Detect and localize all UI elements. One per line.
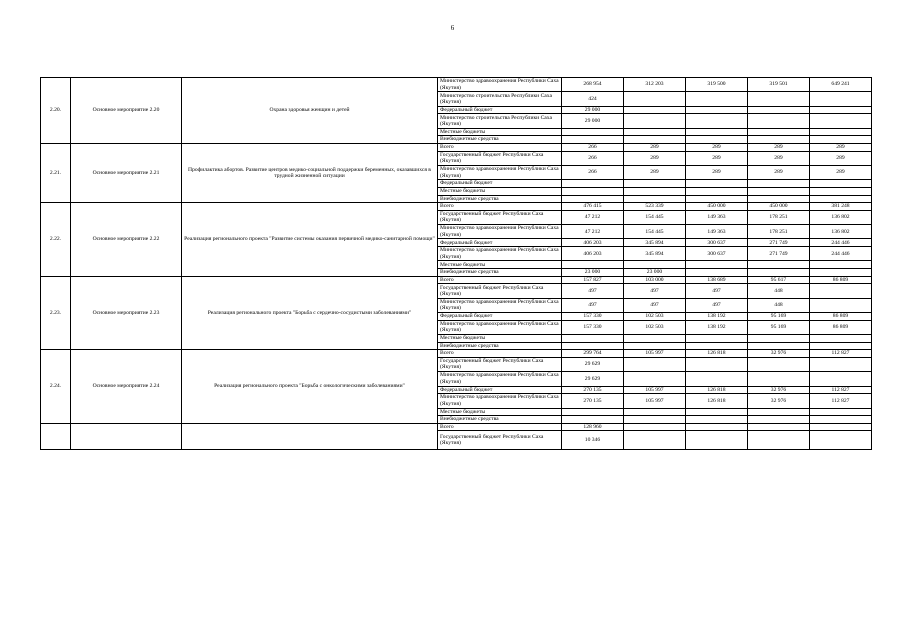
page-number: 6 [450, 24, 455, 32]
funding-value [562, 342, 624, 350]
funding-value: 649 241 [810, 78, 872, 92]
funding-value: 450 000 [686, 203, 748, 211]
measure-name [71, 423, 182, 450]
measure-description: Охрана здоровья женщин и детей [182, 78, 438, 144]
table-row [41, 350, 872, 358]
funding-value [748, 269, 810, 277]
funding-value: 47 212 [562, 225, 624, 239]
funding-value: 95 169 [748, 313, 810, 321]
funding-value [624, 357, 686, 371]
funding-value: 300 637 [686, 247, 748, 261]
funding-value [748, 106, 810, 114]
funding-value: 105 997 [624, 394, 686, 408]
funding-value [748, 416, 810, 424]
funding-value [810, 357, 872, 371]
funding-value [686, 261, 748, 269]
funding-value: 266 [562, 165, 624, 179]
funding-source: Министерство здравоохранения Республики Саха (Якутия) [438, 394, 562, 408]
funding-value: 271 749 [748, 239, 810, 247]
funding-value: 319 500 [686, 78, 748, 92]
row-number: 2.22. [41, 203, 71, 277]
funding-value [686, 195, 748, 203]
funding-value [624, 416, 686, 424]
funding-value: 299 764 [562, 350, 624, 358]
funding-value: 271 749 [748, 247, 810, 261]
funding-value: 157 330 [562, 320, 624, 334]
funding-source: Местные бюджеты [438, 408, 562, 416]
funding-value [748, 372, 810, 386]
funding-value: 154 445 [624, 225, 686, 239]
funding-value: 448 [748, 284, 810, 298]
funding-value: 319 501 [748, 78, 810, 92]
funding-value [810, 335, 872, 343]
funding-source: Федеральный бюджет [438, 106, 562, 114]
funding-value [748, 261, 810, 269]
funding-value [810, 342, 872, 350]
funding-source: Государственный бюджет Республики Саха (Якутия) [438, 210, 562, 224]
funding-value [562, 128, 624, 136]
funding-value: 105 997 [624, 386, 686, 394]
funding-source: Всего [438, 276, 562, 284]
funding-value: 102 503 [624, 320, 686, 334]
funding-source: Местные бюджеты [438, 128, 562, 136]
funding-value [686, 408, 748, 416]
funding-value: 289 [810, 151, 872, 165]
funding-value [624, 187, 686, 195]
row-number: 2.20. [41, 78, 71, 144]
funding-value [686, 431, 748, 450]
funding-value [810, 187, 872, 195]
measure-name: Основное мероприятие 2.21 [71, 143, 182, 202]
funding-value: 244 446 [810, 239, 872, 247]
funding-value: 450 000 [748, 203, 810, 211]
funding-value [624, 128, 686, 136]
row-number: 2.21. [41, 143, 71, 202]
funding-value: 424 [562, 92, 624, 106]
funding-value [686, 106, 748, 114]
funding-value: 149 363 [686, 225, 748, 239]
funding-value [624, 408, 686, 416]
funding-value [810, 269, 872, 277]
funding-value: 497 [686, 298, 748, 312]
measure-name: Основное мероприятие 2.20 [71, 78, 182, 144]
funding-value: 289 [748, 165, 810, 179]
funding-source: Министерство здравоохранения Республики Саха (Якутия) [438, 372, 562, 386]
funding-value: 289 [748, 151, 810, 165]
funding-value: 138 192 [686, 320, 748, 334]
funding-source: Государственный бюджет Республики Саха (Якутия) [438, 151, 562, 165]
funding-value: 126 818 [686, 350, 748, 358]
funding-value: 95 617 [748, 276, 810, 284]
funding-value: 32 976 [748, 394, 810, 408]
funding-value [748, 195, 810, 203]
measure-description [182, 423, 438, 450]
funding-value: 312 203 [624, 78, 686, 92]
funding-value: 126 818 [686, 386, 748, 394]
funding-value: 178 251 [748, 225, 810, 239]
funding-value [686, 416, 748, 424]
funding-value [624, 180, 686, 188]
funding-value [624, 342, 686, 350]
funding-value: 29 000 [562, 114, 624, 128]
funding-value: 136 802 [810, 225, 872, 239]
funding-value [810, 408, 872, 416]
funding-value: 406 203 [562, 239, 624, 247]
funding-value: 157 827 [562, 276, 624, 284]
funding-source: Всего [438, 203, 562, 211]
funding-value: 149 363 [686, 210, 748, 224]
funding-value [810, 372, 872, 386]
funding-value [686, 128, 748, 136]
funding-value [686, 269, 748, 277]
funding-value [686, 342, 748, 350]
funding-value [686, 180, 748, 188]
funding-value: 32 976 [748, 386, 810, 394]
funding-value [624, 195, 686, 203]
funding-value [810, 106, 872, 114]
funding-value: 289 [686, 151, 748, 165]
funding-value [624, 423, 686, 431]
funding-value [748, 335, 810, 343]
funding-value: 381 248 [810, 203, 872, 211]
measure-name: Основное мероприятие 2.22 [71, 203, 182, 277]
funding-value: 289 [748, 143, 810, 151]
funding-value: 244 446 [810, 247, 872, 261]
funding-value: 178 251 [748, 210, 810, 224]
funding-value [810, 423, 872, 431]
table-row [41, 78, 872, 92]
funding-value: 289 [686, 143, 748, 151]
funding-value: 270 135 [562, 394, 624, 408]
funding-value: 47 212 [562, 210, 624, 224]
funding-value [748, 431, 810, 450]
funding-value [810, 284, 872, 298]
funding-value [748, 357, 810, 371]
funding-source: Внебюджетные средства [438, 136, 562, 144]
funding-source: Местные бюджеты [438, 335, 562, 343]
funding-value: 32 976 [748, 350, 810, 358]
funding-value: 126 818 [686, 394, 748, 408]
funding-source: Министерство здравоохранения Республики Саха (Якутия) [438, 225, 562, 239]
funding-value [810, 92, 872, 106]
funding-value [686, 335, 748, 343]
funding-value: 289 [624, 165, 686, 179]
funding-value [686, 423, 748, 431]
funding-value: 289 [810, 143, 872, 151]
table-row [41, 276, 872, 284]
funding-value: 268 954 [562, 78, 624, 92]
funding-value [810, 195, 872, 203]
measure-description: Профилактика абортов. Развитие центров медико-социальной поддержки беременных, оказавшихся в трудной жизненной ситуации [182, 143, 438, 202]
funding-source: Государственный бюджет Республики Саха (Якутия) [438, 431, 562, 450]
funding-value: 266 [562, 143, 624, 151]
funding-value: 112 827 [810, 386, 872, 394]
funding-value: 138 192 [686, 313, 748, 321]
funding-value: 406 203 [562, 247, 624, 261]
measure-name: Основное мероприятие 2.24 [71, 350, 182, 424]
funding-value: 345 894 [624, 247, 686, 261]
funding-source: Федеральный бюджет [438, 239, 562, 247]
funding-value: 103 000 [624, 276, 686, 284]
funding-value [624, 136, 686, 144]
funding-value [624, 372, 686, 386]
funding-value: 10 346 [562, 431, 624, 450]
funding-value: 289 [624, 143, 686, 151]
funding-value: 300 637 [686, 239, 748, 247]
funding-value [624, 431, 686, 450]
funding-value [748, 114, 810, 128]
funding-source: Государственный бюджет Республики Саха (Якутия) [438, 284, 562, 298]
funding-value: 136 802 [810, 210, 872, 224]
funding-value [686, 372, 748, 386]
funding-value [624, 261, 686, 269]
measure-description: Реализация регионального проекта "Борьба с сердечно-сосудистыми заболеваниями" [182, 276, 438, 350]
funding-source: Министерство здравоохранения Республики Саха (Якутия) [438, 165, 562, 179]
funding-source: Внебюджетные средства [438, 416, 562, 424]
funding-value [810, 180, 872, 188]
funding-value: 86 809 [810, 313, 872, 321]
funding-value: 289 [686, 165, 748, 179]
funding-value: 105 997 [624, 350, 686, 358]
funding-value: 29 629 [562, 372, 624, 386]
funding-value: 112 827 [810, 394, 872, 408]
funding-source: Министерство здравоохранения Республики Саха (Якутия) [438, 298, 562, 312]
funding-value: 157 330 [562, 313, 624, 321]
funding-value: 448 [748, 298, 810, 312]
funding-source: Министерство здравоохранения Республики Саха (Якутия) [438, 78, 562, 92]
funding-value: 497 [624, 298, 686, 312]
funding-value: 266 [562, 151, 624, 165]
funding-source: Федеральный бюджет [438, 180, 562, 188]
measure-description: Реализация регионального проекта "Развитие системы оказания первичной медико-санитарной помощи" [182, 203, 438, 277]
funding-value: 289 [810, 165, 872, 179]
funding-value [748, 342, 810, 350]
funding-source: Министерство строительства Республики Саха (Якутия) [438, 114, 562, 128]
funding-value [562, 408, 624, 416]
funding-value: 86 809 [810, 320, 872, 334]
funding-value: 154 445 [624, 210, 686, 224]
measure-description: Реализация регионального проекта "Борьба с онкологическими заболеваниями" [182, 350, 438, 424]
table-row [41, 203, 872, 211]
funding-source: Внебюджетные средства [438, 195, 562, 203]
funding-source: Министерство здравоохранения Республики Саха (Якутия) [438, 247, 562, 261]
funding-value [562, 195, 624, 203]
funding-value: 112 827 [810, 350, 872, 358]
funding-source: Местные бюджеты [438, 187, 562, 195]
funding-source: Всего [438, 143, 562, 151]
funding-value [810, 298, 872, 312]
funding-value [686, 357, 748, 371]
funding-value: 23 000 [624, 269, 686, 277]
table-row [41, 423, 872, 431]
funding-value [562, 180, 624, 188]
funding-value [810, 431, 872, 450]
funding-value: 497 [624, 284, 686, 298]
funding-value: 23 000 [562, 269, 624, 277]
funding-value: 497 [562, 298, 624, 312]
funding-value [748, 128, 810, 136]
measure-name: Основное мероприятие 2.23 [71, 276, 182, 350]
funding-value [562, 187, 624, 195]
funding-value [562, 335, 624, 343]
funding-source: Всего [438, 350, 562, 358]
funding-value: 345 894 [624, 239, 686, 247]
table-row [41, 143, 872, 151]
row-number: 2.23. [41, 276, 71, 350]
funding-value [624, 335, 686, 343]
funding-value: 128 960 [562, 423, 624, 431]
row-number [41, 423, 71, 450]
funding-value [810, 114, 872, 128]
table-body [41, 78, 872, 450]
funding-value: 523 339 [624, 203, 686, 211]
funding-value [748, 408, 810, 416]
funding-value: 476 415 [562, 203, 624, 211]
funding-value: 95 169 [748, 320, 810, 334]
funding-value [624, 114, 686, 128]
budget-table [40, 77, 872, 450]
funding-value [810, 128, 872, 136]
funding-value [562, 136, 624, 144]
funding-source: Министерство здравоохранения Республики Саха (Якутия) [438, 320, 562, 334]
funding-value [748, 180, 810, 188]
funding-value: 497 [686, 284, 748, 298]
funding-value [686, 187, 748, 195]
funding-value [810, 261, 872, 269]
funding-source: Министерство строительства Республики Саха (Якутия) [438, 92, 562, 106]
funding-source: Внебюджетные средства [438, 342, 562, 350]
row-number: 2.24. [41, 350, 71, 424]
funding-value [686, 92, 748, 106]
funding-source: Местные бюджеты [438, 261, 562, 269]
funding-value [624, 92, 686, 106]
funding-source: Федеральный бюджет [438, 313, 562, 321]
funding-source: Внебюджетные средства [438, 269, 562, 277]
funding-value: 497 [562, 284, 624, 298]
funding-value [810, 136, 872, 144]
funding-value: 86 809 [810, 276, 872, 284]
funding-value: 138 689 [686, 276, 748, 284]
funding-value: 29 629 [562, 357, 624, 371]
funding-value [686, 136, 748, 144]
funding-value [562, 416, 624, 424]
funding-value [748, 187, 810, 195]
funding-value [748, 92, 810, 106]
funding-value: 289 [624, 151, 686, 165]
funding-value [748, 423, 810, 431]
funding-value [810, 416, 872, 424]
funding-value: 270 135 [562, 386, 624, 394]
funding-value: 102 503 [624, 313, 686, 321]
funding-value [686, 114, 748, 128]
funding-value [748, 136, 810, 144]
funding-source: Всего [438, 423, 562, 431]
funding-source: Государственный бюджет Республики Саха (Якутия) [438, 357, 562, 371]
funding-value: 29 000 [562, 106, 624, 114]
funding-source: Федеральный бюджет [438, 386, 562, 394]
funding-value [562, 261, 624, 269]
funding-value [624, 106, 686, 114]
